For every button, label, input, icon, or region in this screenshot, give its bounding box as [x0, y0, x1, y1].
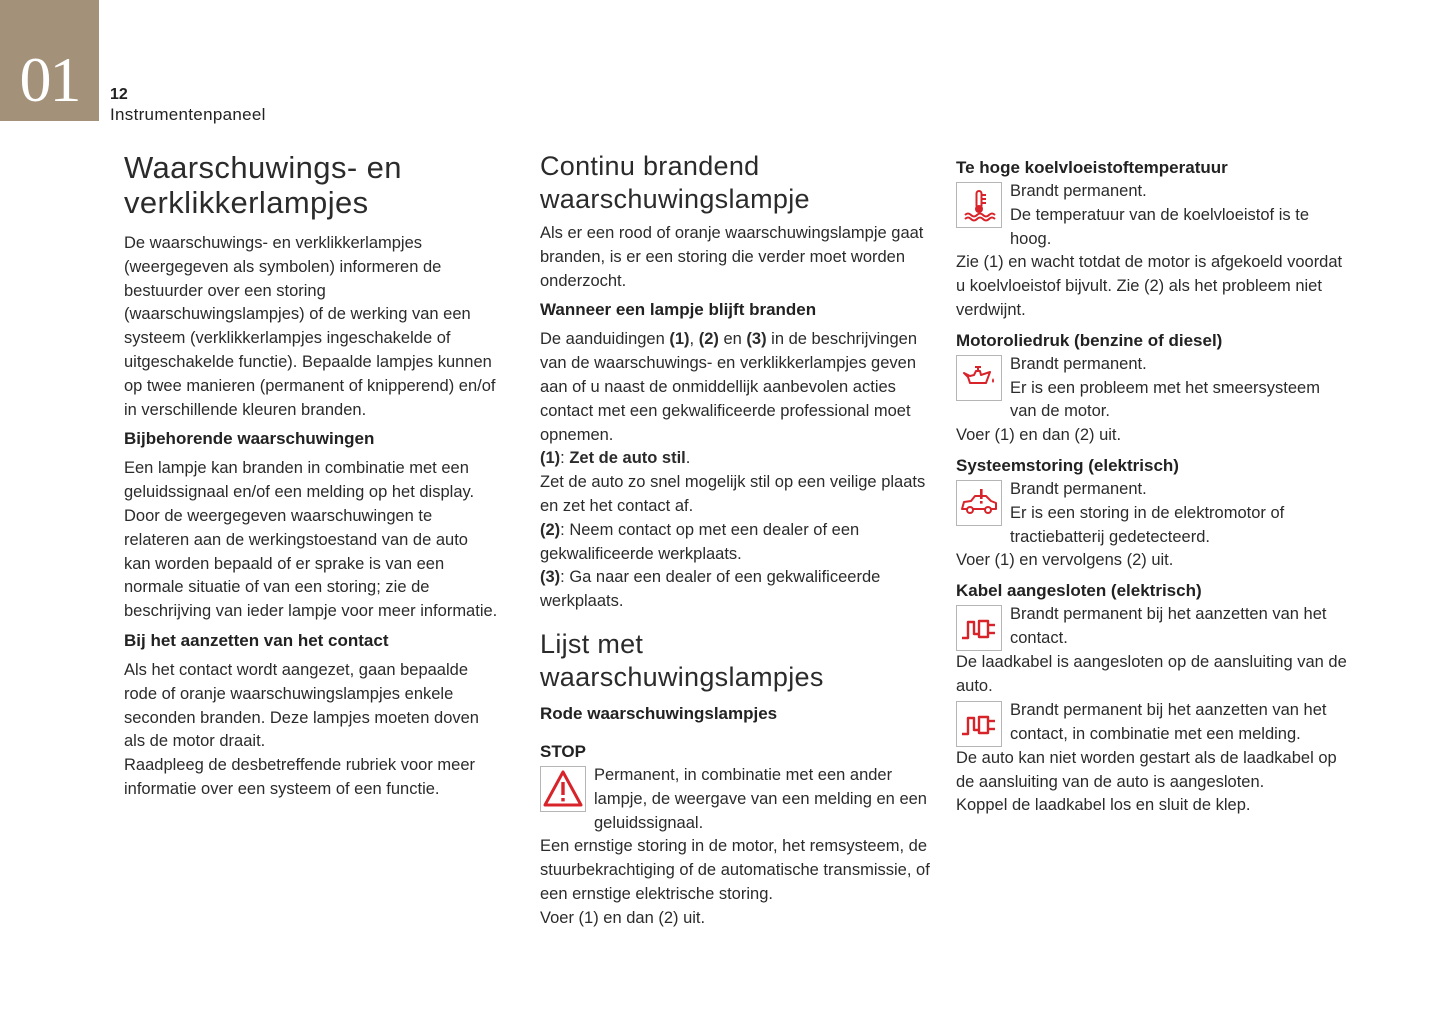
chapter-number: 01 [19, 44, 80, 115]
oil-pressure-item [956, 329, 1351, 448]
system-text-1: Brandt permanent. [1010, 479, 1147, 498]
associated-warnings-text: Een lampje kan branden in combinatie met een geluidssignaal en/of een melding op het display. Door de weergegeven waarschuwingen te relateren aan de werkingstoestand van de auto kan worden bepaald of er sprake is van een normale situatie of van een storing; zie de beschrijving van ieder lampje voor meer informatie. [124, 459, 498, 621]
system-text-2: Er is een storing in de elektromotor of tractiebatterij gedetecteerd. [1010, 503, 1285, 546]
ignition-text-1: Als het contact wordt aangezet, gaan bepaalde rode of oranje waarschuwingslampjes enkele seconden branden. Deze lampjes moeten doven als de motor draait. [124, 660, 479, 751]
page-title-line-2: verklikkerlampjes [124, 185, 369, 220]
action-1-dot: . [685, 449, 691, 468]
heading-list-line-1: Lijst met [540, 628, 644, 659]
action-3-ref: (3) [540, 568, 561, 587]
oil-text-1: Brandt permanent. [1010, 354, 1147, 373]
action-2-line [540, 519, 930, 567]
heading-continuous-line-2: waarschuwingslampje [540, 184, 810, 214]
indications-sep-2: en [718, 330, 747, 349]
subheading-stop: STOP [540, 741, 586, 761]
subheading-ignition: Bij het aanzetten van het contact [124, 630, 389, 650]
subheading-oil-pressure: Motoroliedruk (benzine of diesel) [956, 330, 1223, 350]
indications-sep-1: , [689, 330, 699, 349]
column-1 [124, 150, 499, 802]
action-1-text: Zet de auto zo snel mogelijk stil op een veilige plaats en zet het contact af. [540, 473, 926, 515]
system-text-3: Voer (1) en vervolgens (2) uit. [956, 551, 1174, 570]
page-title [124, 150, 499, 220]
stop-text-3: Voer (1) en dan (2) uit. [540, 908, 706, 927]
coolant-temperature-icon [956, 182, 1002, 228]
continuous-intro: Als er een rood of oranje waarschuwingslampje gaat branden, is er een storing die verder moet worden onderzocht. [540, 224, 924, 290]
action-1-ref: (1) [540, 449, 561, 468]
coolant-text-3: Zie (1) en wacht totdat de motor is afgekoeld voordat u koelvloeistof bijvult. Zie (2) als het probleem niet verdwijnt. [956, 253, 1343, 319]
indications-text-a: De aanduidingen [540, 330, 670, 349]
action-2-ref: (2) [540, 520, 561, 539]
subheading-associated-warnings: Bijbehorende waarschuwingen [124, 429, 375, 449]
heading-list-line-2: waarschuwingslampjes [540, 661, 824, 692]
charging-cable-icon [956, 605, 1002, 651]
heading-continuous-line-1: Continu brandend [540, 151, 760, 181]
chapter-tab [0, 0, 99, 121]
stop-text-1: Permanent, in combinatie met een ander lampje, de weergave van een melding en een geluidssignaal. [594, 765, 927, 832]
oil-text-2: Er is een probleem met het smeersysteem van de motor. [1010, 378, 1320, 421]
cable-text-5: Koppel de laadkabel los en sluit de klep. [956, 796, 1251, 815]
page-number: 12 [110, 86, 128, 103]
subheading-red-lamps: Rode waarschuwingslampjes [540, 703, 778, 723]
ignition-text-2: Raadpleeg de desbetreffende rubriek voor meer informatie over een systeem of een functie. [124, 756, 476, 798]
column-2 [540, 150, 930, 931]
action-1-line [540, 447, 930, 471]
cable-text-4: De auto kan niet worden gestart als de laadkabel op de aansluiting van de auto is aangesloten. [956, 748, 1337, 791]
cable-text-3: Brandt permanent bij het aanzetten van het contact, in combinatie met een melding. [1010, 700, 1327, 743]
indications-text-b: in de beschrijvingen van de waarschuwings- en verklikkerlampjes geven aan of u naast de onmiddellijk aanbevolen acties contact met een gekwalificeerde professional moet opnemen. [540, 330, 918, 444]
subheading-system-fault: Systeemstoring (elektrisch) [956, 455, 1179, 475]
action-2-text: : Neem contact op met een dealer of een gekwalificeerde werkplaats. [540, 520, 860, 563]
action-3-line [540, 566, 930, 614]
cable-text-1: Brandt permanent bij het aanzetten van het contact. [1010, 605, 1327, 647]
cable-connected-item [956, 579, 1351, 818]
intro-paragraph: De waarschuwings- en verklikkerlampjes (weergegeven als symbolen) informeren de bestuurder over een storing (waarschuwingslampjes) of de werking van een systeem (verklikkerlampjes ingeschakelde of uitgeschakelde functie). Bepaalde lampjes kunnen op twee manieren (permanent of knipperend) en/of in verschillende kleuren branden. [124, 234, 496, 419]
coolant-text-1: Brandt permanent. [1010, 182, 1147, 200]
coolant-text-2: De temperatuur van de koelvloeistof is te hoog. [1010, 205, 1309, 248]
stop-text-2: Een ernstige storing in de motor, het remsysteem, de stuurbekrachtiging of de automatische transmissie, of een ernstige elektrische storing. [540, 837, 930, 903]
action-3-text: : Ga naar een dealer of een gekwalificeerde werkplaats. [540, 568, 881, 611]
subheading-cable-connected: Kabel aangesloten (elektrisch) [956, 581, 1202, 601]
stop-warning-icon [540, 766, 586, 812]
heading-continuous-lamp [540, 150, 930, 216]
ref-1: (1) [669, 330, 690, 349]
cable-text-2: De laadkabel is aangesloten op de aansluiting van de auto. [956, 653, 1347, 695]
heading-lamp-list [540, 628, 930, 694]
ref-3: (3) [746, 330, 767, 349]
action-1-colon: : [560, 449, 570, 468]
action-1-label: Zet de auto stil [569, 449, 686, 468]
oil-text-3: Voer (1) en dan (2) uit. [956, 426, 1122, 445]
coolant-item [956, 156, 1351, 323]
subheading-lamp-stays-on: Wanneer een lampje blijft branden [540, 300, 817, 320]
system-fault-car-icon [956, 480, 1002, 526]
charging-cable-icon-2 [956, 701, 1002, 747]
oil-pressure-icon [956, 355, 1002, 401]
indications-paragraph [540, 328, 930, 447]
column-3 [956, 156, 1351, 818]
subheading-coolant: Te hoge koelvloeistoftemperatuur [956, 158, 1228, 177]
page-title-line-1: Waarschuwings- en [124, 150, 402, 185]
system-fault-item [956, 454, 1351, 573]
ref-2: (2) [698, 330, 719, 349]
section-title: Instrumentenpaneel [110, 105, 266, 124]
